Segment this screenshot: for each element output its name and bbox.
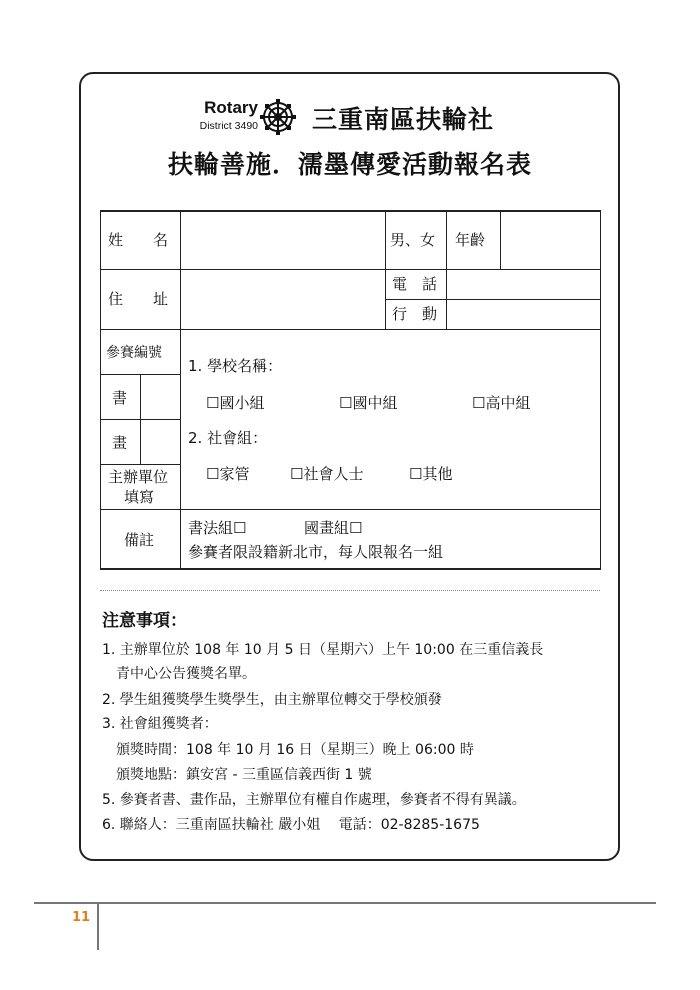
remarks-text: 參賽者限設籍新北市，每人限報名一組 — [188, 543, 444, 561]
age-label: 年齡 — [455, 231, 486, 249]
note-item: 2. 學生組獲獎學生獎學生，由主辦單位轉交于學校頒發 — [102, 692, 442, 708]
table-line — [140, 374, 141, 464]
school-name-label: 1. 學校名稱： — [188, 357, 283, 375]
table-line — [100, 568, 601, 570]
form-title: 扶輪善施．濡墨傳愛活動報名表 — [167, 150, 532, 179]
painting-label: 畫 — [112, 434, 128, 452]
table-line — [500, 210, 501, 270]
table-line — [100, 329, 601, 330]
senior-high-checkbox[interactable]: ☐高中組 — [472, 394, 531, 412]
note-item: 青中心公告獲獎名單。 — [102, 666, 256, 682]
elementary-checkbox[interactable]: ☐國小組 — [206, 394, 265, 412]
public-checkbox[interactable]: ☐社會人士 — [290, 465, 364, 483]
entry-number-label: 參賽編號 — [106, 345, 162, 361]
footer-divider — [34, 902, 656, 904]
calligraphy-group-checkbox[interactable]: 書法組☐ — [188, 519, 247, 537]
note-item: 3. 社會組獲獎者： — [102, 716, 218, 732]
page-number: 11 — [72, 910, 91, 925]
table-line — [180, 210, 181, 570]
table-line — [100, 210, 601, 212]
junior-high-checkbox[interactable]: ☐國中組 — [339, 394, 398, 412]
society-label: 2. 社會組： — [188, 429, 268, 447]
calligraphy-label: 書 — [112, 389, 128, 407]
table-line — [446, 210, 447, 330]
gender-label: 男、女 — [390, 231, 436, 249]
mobile-label: 行 動 — [392, 305, 438, 323]
remarks-label: 備註 — [124, 531, 155, 549]
note-item: 1. 主辦單位於 108 年 10 月 5 日（星期六）上午 10:00 在三重信義長 — [102, 642, 544, 658]
rotary-logo — [188, 98, 292, 140]
rotary-wheel-icon — [260, 99, 296, 135]
table-line — [385, 210, 386, 330]
other-checkbox[interactable]: ☐其他 — [409, 465, 453, 483]
note-item: 頒獎時間：108 年 10 月 16 日（星期三）晚上 06:00 時 — [102, 742, 474, 758]
name-label: 姓 名 — [108, 231, 169, 249]
table-line — [100, 210, 101, 570]
logo-rotary-text: Rotary — [204, 98, 258, 117]
organizer-fill-label: 填寫 — [124, 488, 155, 506]
section-divider — [100, 590, 600, 591]
table-line — [100, 464, 180, 465]
table-line — [385, 299, 601, 300]
table-line — [100, 509, 601, 510]
table-line — [100, 269, 601, 270]
note-item: 頒獎地點：鎮安宮 - 三重區信義西街 1 號 — [102, 767, 372, 783]
footer-divider-vertical — [97, 904, 99, 950]
phone-label: 電 話 — [392, 275, 438, 293]
housekeeping-checkbox[interactable]: ☐家管 — [206, 465, 250, 483]
organizer-label: 主辦單位 — [108, 468, 169, 486]
address-label: 住 址 — [108, 290, 169, 308]
note-item: 5. 參賽者書、畫作品，主辦單位有權自作處理，參賽者不得有異議。 — [102, 792, 526, 808]
painting-group-checkbox[interactable]: 國畫組☐ — [304, 519, 363, 537]
logo-district-text: District 3490 — [199, 120, 258, 132]
club-name: 三重南區扶輪社 — [312, 105, 495, 134]
notes-title: 注意事項： — [102, 611, 187, 631]
note-item: 6. 聯絡人：三重南區扶輪社 嚴小姐 電話：02-8285-1675 — [102, 817, 480, 833]
table-line — [600, 210, 601, 570]
